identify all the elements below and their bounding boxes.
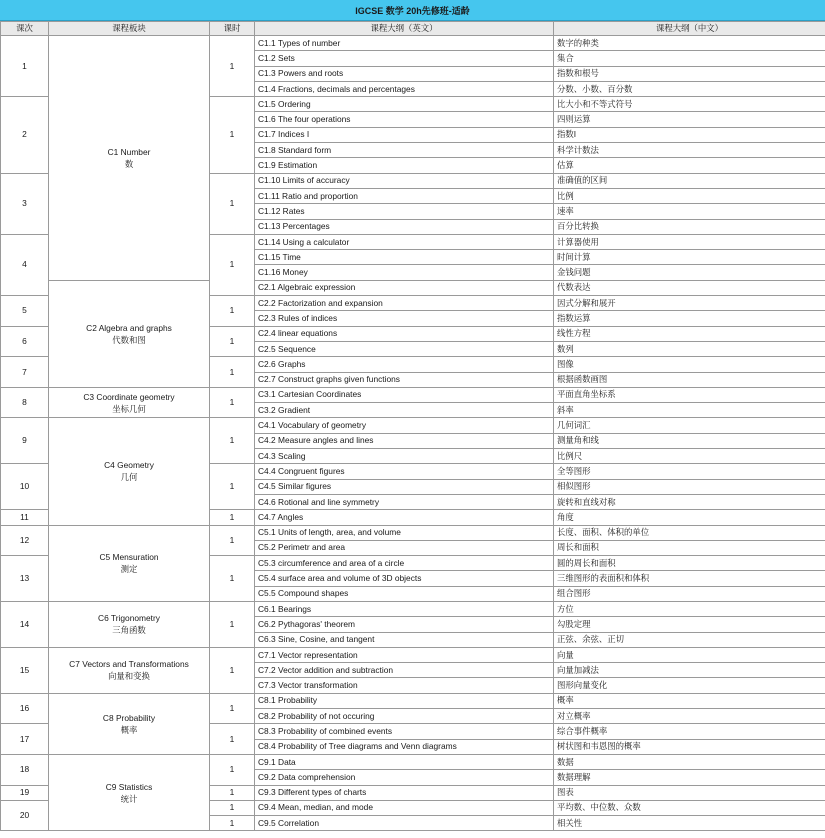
module-name-cn: 向量和变换 (108, 671, 150, 682)
table-title: IGCSE 数学 20h先修班-适龄 (0, 0, 825, 21)
topic-en: C4.1 Vocabulary of geometry (255, 418, 554, 433)
topic-en: C8.2 Probability of not occuring (255, 709, 554, 724)
topic-cn: 综合事件概率 (554, 724, 825, 739)
topic-cn: 几何词汇 (554, 418, 825, 433)
topic-cn: 平均数、中位数、众数 (554, 800, 825, 815)
topic-cn: 比例尺 (554, 449, 825, 464)
topic-cn: 斜率 (554, 403, 825, 418)
module-name-en: C9 Statistics (105, 781, 153, 792)
topic-en: C1.12 Rates (255, 204, 554, 219)
topic-cn: 全等图形 (554, 464, 825, 479)
lesson-hours: 1 (210, 418, 255, 464)
lesson-number: 15 (1, 647, 49, 693)
lesson-number: 3 (1, 173, 49, 234)
lesson-number: 18 (1, 754, 49, 785)
topic-en: C1.15 Time (255, 250, 554, 265)
topic-en: C1.10 Limits of accuracy (255, 173, 554, 188)
topic-en: C8.3 Probability of combined events (255, 724, 554, 739)
lesson-hours: 1 (210, 556, 255, 602)
topic-en: C8.4 Probability of Tree diagrams and Venn diagrams (255, 739, 554, 754)
topic-en: C1.9 Estimation (255, 158, 554, 173)
lesson-hours: 1 (210, 97, 255, 173)
header-outline-en: 课程大纲（英文） (255, 22, 554, 36)
lesson-number: 19 (1, 785, 49, 800)
lesson-number: 7 (1, 357, 49, 388)
header-hours: 课时 (210, 22, 255, 36)
topic-cn: 速率 (554, 204, 825, 219)
topic-en: C7.1 Vector representation (255, 647, 554, 662)
lesson-number: 17 (1, 724, 49, 755)
topic-en: C1.5 Ordering (255, 97, 554, 112)
header-row (1, 22, 825, 36)
module-name-cn: 几何 (120, 472, 138, 483)
lesson-hours: 1 (210, 357, 255, 388)
topic-cn: 四则运算 (554, 112, 825, 127)
topic-cn: 树状图和韦恩图的概率 (554, 739, 825, 754)
topic-en: C1.8 Standard form (255, 143, 554, 158)
module-cell (49, 36, 210, 281)
module-name-cn: 统计 (120, 793, 138, 804)
lesson-hours: 1 (210, 754, 255, 785)
topic-en: C2.4 linear equations (255, 326, 554, 341)
module-name-en: C2 Algebra and graphs (86, 322, 172, 333)
table-row (1, 647, 825, 662)
topic-en: C5.5 Compound shapes (255, 586, 554, 601)
topic-cn: 代数表达 (554, 280, 825, 295)
header-outline-cn: 课程大纲（中文） (554, 22, 825, 36)
topic-en: C6.3 Sine, Cosine, and tangent (255, 632, 554, 647)
topic-cn: 长度、面积、体积的单位 (554, 525, 825, 540)
lesson-number: 8 (1, 387, 49, 418)
topic-cn: 三维图形的表面积和体积 (554, 571, 825, 586)
syllabus-body (1, 36, 825, 831)
module-name-en: C6 Trigonometry (98, 613, 160, 624)
header-lesson: 课次 (1, 22, 49, 36)
lesson-hours: 1 (210, 647, 255, 693)
header-module: 课程板块 (49, 22, 210, 36)
topic-cn: 概率 (554, 693, 825, 708)
lesson-hours: 1 (210, 693, 255, 724)
topic-en: C1.3 Powers and roots (255, 66, 554, 81)
lesson-hours: 1 (210, 510, 255, 525)
lesson-number: 16 (1, 693, 49, 724)
topic-cn: 数据 (554, 754, 825, 769)
lesson-number: 2 (1, 97, 49, 173)
lesson-number: 12 (1, 525, 49, 556)
topic-en: C4.6 Rotional and line symmetry (255, 494, 554, 509)
topic-en: C1.13 Percentages (255, 219, 554, 234)
topic-cn: 指数和根号 (554, 66, 825, 81)
topic-en: C3.1 Cartesian Coordinates (255, 387, 554, 402)
topic-en: C2.5 Sequence (255, 341, 554, 356)
lesson-hours: 1 (210, 36, 255, 97)
topic-cn: 角度 (554, 510, 825, 525)
module-name-en: C8 Probability (102, 712, 156, 723)
topic-cn: 数字的种类 (554, 36, 825, 51)
module-cell (49, 754, 210, 830)
topic-cn: 周长和面积 (554, 540, 825, 555)
topic-en: C7.2 Vector addition and subtraction (255, 663, 554, 678)
topic-en: C6.2 Pythagoras' theorem (255, 617, 554, 632)
topic-en: C4.2 Measure angles and lines (255, 433, 554, 448)
topic-cn: 科学计数法 (554, 143, 825, 158)
lesson-hours: 1 (210, 296, 255, 327)
topic-en: C2.2 Factorization and expansion (255, 296, 554, 311)
table-row (1, 693, 825, 708)
topic-cn: 时间计算 (554, 250, 825, 265)
lesson-hours: 1 (210, 800, 255, 815)
topic-cn: 分数、小数、百分数 (554, 81, 825, 96)
topic-cn: 指数I (554, 127, 825, 142)
topic-en: C9.4 Mean, median, and mode (255, 800, 554, 815)
topic-en: C5.1 Units of length, area, and volume (255, 525, 554, 540)
topic-cn: 向量 (554, 647, 825, 662)
topic-cn: 线性方程 (554, 326, 825, 341)
lesson-hours: 1 (210, 173, 255, 234)
topic-en: C4.7 Angles (255, 510, 554, 525)
topic-cn: 金钱问题 (554, 265, 825, 280)
topic-en: C7.3 Vector transformation (255, 678, 554, 693)
module-name-en: C5 Mensuration (99, 552, 159, 563)
lesson-number: 9 (1, 418, 49, 464)
lesson-hours: 1 (210, 387, 255, 418)
lesson-hours: 1 (210, 601, 255, 647)
topic-en: C2.7 Construct graphs given functions (255, 372, 554, 387)
lesson-number: 1 (1, 36, 49, 97)
topic-en: C6.1 Bearings (255, 601, 554, 616)
topic-cn: 组合图形 (554, 586, 825, 601)
module-name-en: C7 Vectors and Transformations (69, 659, 189, 670)
topic-cn: 测量角和线 (554, 433, 825, 448)
topic-cn: 数据理解 (554, 770, 825, 785)
topic-cn: 因式分解和展开 (554, 296, 825, 311)
topic-cn: 集合 (554, 51, 825, 66)
lesson-hours: 1 (210, 525, 255, 556)
module-name-cn: 代数和图 (112, 334, 146, 345)
topic-cn: 正弦、余弦、正切 (554, 632, 825, 647)
lesson-hours: 1 (210, 326, 255, 357)
lesson-number: 20 (1, 800, 49, 831)
topic-cn: 勾股定理 (554, 617, 825, 632)
topic-cn: 估算 (554, 158, 825, 173)
topic-en: C5.2 Perimetr and area (255, 540, 554, 555)
topic-en: C1.14 Using a calculator (255, 234, 554, 249)
topic-en: C3.2 Gradient (255, 403, 554, 418)
topic-cn: 数列 (554, 341, 825, 356)
topic-cn: 对立概率 (554, 709, 825, 724)
lesson-number: 14 (1, 601, 49, 647)
lesson-number: 6 (1, 326, 49, 357)
topic-cn: 指数运算 (554, 311, 825, 326)
topic-cn: 相似图形 (554, 479, 825, 494)
module-cell (49, 418, 210, 525)
lesson-hours: 1 (210, 464, 255, 510)
table-row (1, 280, 825, 295)
lesson-number: 5 (1, 296, 49, 327)
module-name-cn: 三角函数 (112, 625, 146, 636)
topic-en: C1.7 Indices I (255, 127, 554, 142)
module-name-en: C4 Geometry (104, 460, 154, 471)
module-name-en: C1 Number (107, 146, 151, 157)
topic-en: C1.2 Sets (255, 51, 554, 66)
module-cell (49, 387, 210, 418)
topic-cn: 平面直角坐标系 (554, 387, 825, 402)
table-row (1, 601, 825, 616)
topic-en: C1.11 Ratio and proportion (255, 188, 554, 203)
topic-en: C9.1 Data (255, 754, 554, 769)
topic-cn: 根据函数画图 (554, 372, 825, 387)
topic-cn: 准确值的区间 (554, 173, 825, 188)
lesson-hours: 1 (210, 785, 255, 800)
module-name-cn: 测定 (120, 564, 138, 575)
module-name-cn: 概率 (120, 724, 138, 735)
topic-cn: 方位 (554, 601, 825, 616)
topic-cn: 图表 (554, 785, 825, 800)
topic-en: C9.2 Data comprehension (255, 770, 554, 785)
module-name-cn: 数 (124, 158, 134, 169)
lesson-hours: 1 (210, 816, 255, 831)
topic-en: C2.3 Rules of indices (255, 311, 554, 326)
topic-en: C5.3 circumference and area of a circle (255, 556, 554, 571)
topic-en: C2.1 Algebraic expression (255, 280, 554, 295)
lesson-number: 10 (1, 464, 49, 510)
table-row (1, 36, 825, 51)
topic-en: C1.1 Types of number (255, 36, 554, 51)
topic-cn: 相关性 (554, 816, 825, 831)
topic-en: C9.5 Correlation (255, 816, 554, 831)
topic-cn: 图形向量变化 (554, 678, 825, 693)
lesson-number: 4 (1, 234, 49, 295)
module-cell (49, 525, 210, 601)
lesson-number: 13 (1, 556, 49, 602)
topic-en: C1.16 Money (255, 265, 554, 280)
topic-en: C1.6 The four operations (255, 112, 554, 127)
table-row (1, 387, 825, 402)
topic-cn: 图像 (554, 357, 825, 372)
topic-cn: 比大小和不等式符号 (554, 97, 825, 112)
module-cell (49, 601, 210, 647)
module-cell (49, 280, 210, 387)
topic-cn: 旋转和直线对称 (554, 494, 825, 509)
topic-cn: 圆的周长和面积 (554, 556, 825, 571)
lesson-hours: 1 (210, 724, 255, 755)
topic-en: C5.4 surface area and volume of 3D objects (255, 571, 554, 586)
module-cell (49, 693, 210, 754)
topic-en: C8.1 Probability (255, 693, 554, 708)
lesson-hours: 1 (210, 234, 255, 295)
topic-en: C2.6 Graphs (255, 357, 554, 372)
topic-cn: 计算器使用 (554, 234, 825, 249)
module-cell (49, 647, 210, 693)
topic-en: C4.4 Congruent figures (255, 464, 554, 479)
topic-en: C4.3 Scaling (255, 449, 554, 464)
syllabus-table (0, 21, 825, 831)
topic-en: C4.5 Similar figures (255, 479, 554, 494)
topic-cn: 百分比转换 (554, 219, 825, 234)
table-row (1, 418, 825, 433)
topic-en: C9.3 Different types of charts (255, 785, 554, 800)
module-name-en: C3 Coordinate geometry (83, 391, 175, 402)
table-row (1, 754, 825, 769)
module-name-cn: 坐标几何 (112, 403, 146, 414)
topic-cn: 向量加减法 (554, 663, 825, 678)
topic-en: C1.4 Fractions, decimals and percentages (255, 81, 554, 96)
table-row (1, 525, 825, 540)
topic-cn: 比例 (554, 188, 825, 203)
lesson-number: 11 (1, 510, 49, 525)
